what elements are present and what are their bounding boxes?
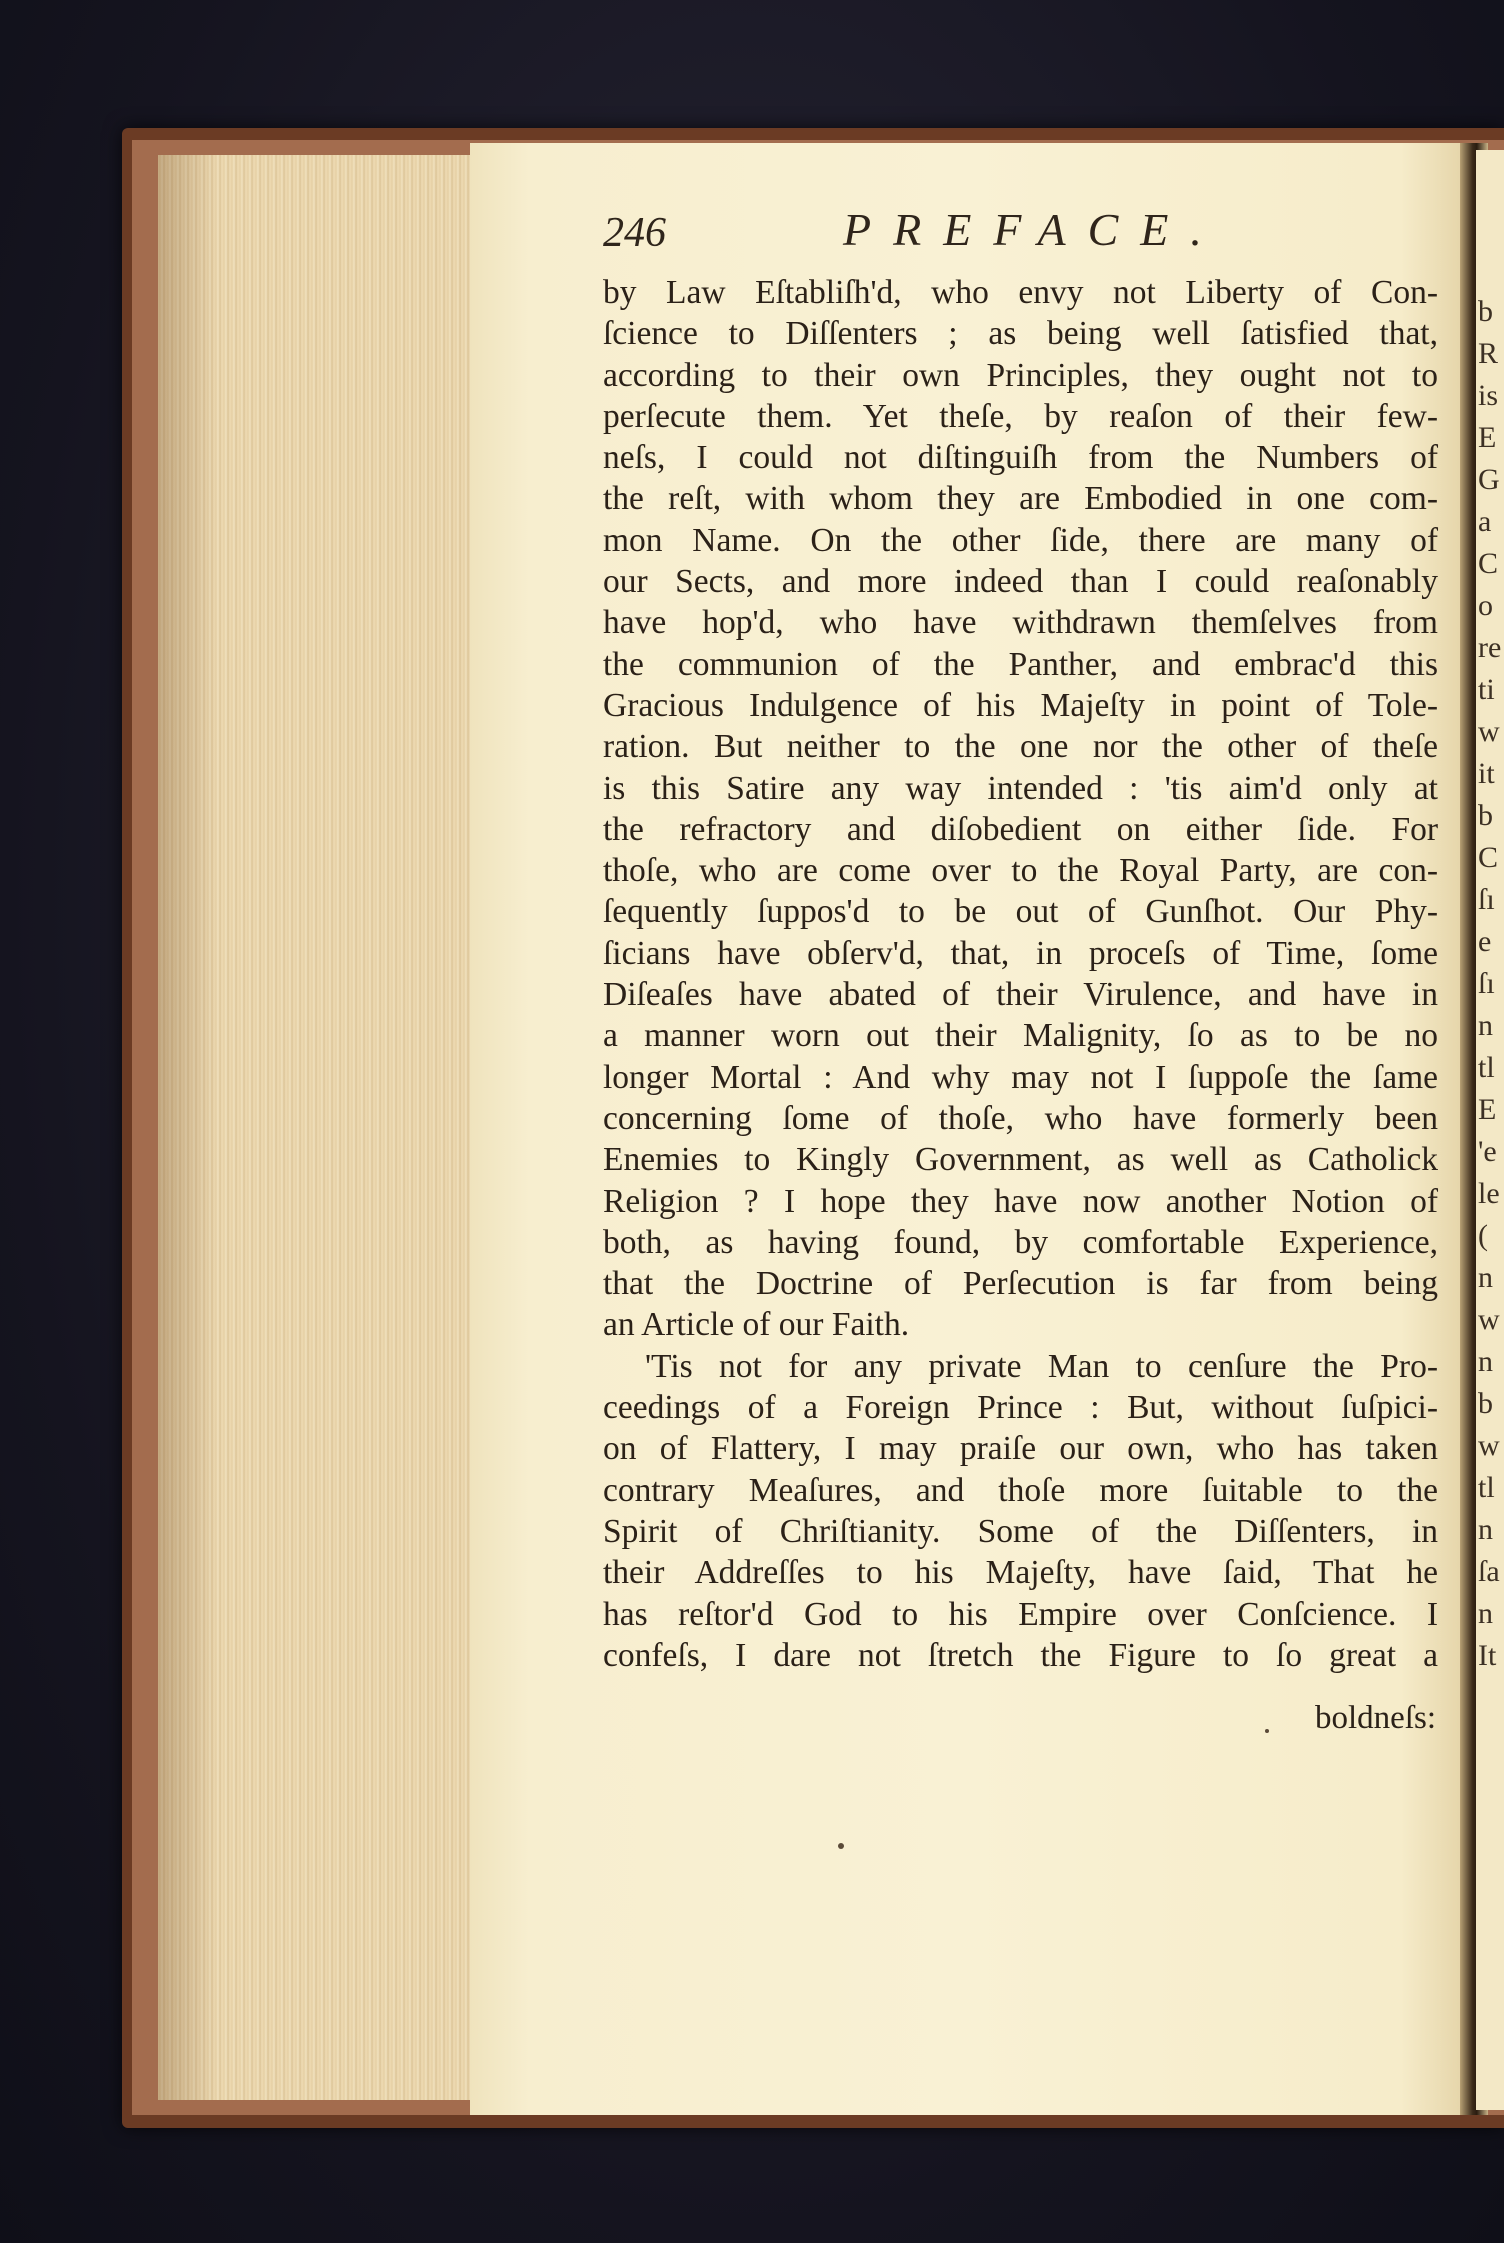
next-page-fragment: a xyxy=(1478,505,1492,538)
page-block-shadow xyxy=(158,155,218,2100)
text-line: 'Tis not for any private Man to cenſure the Pro- xyxy=(645,1347,1438,1385)
text-line: our Sects, and more indeed than I could reaſonably xyxy=(603,563,1438,601)
next-page-fragment: ſı xyxy=(1478,967,1495,1000)
text-line: the refractory and diſobedient on either ſide. For xyxy=(603,810,1438,848)
next-page-fragment: 'e xyxy=(1478,1135,1497,1168)
next-page-fragment: E xyxy=(1478,1093,1497,1126)
text-line: neſs, I could not diſtinguiſh from the Numbers of xyxy=(603,439,1438,477)
next-page-fragment: n xyxy=(1478,1261,1493,1294)
next-page-fragment: o xyxy=(1478,589,1493,622)
right-page-fragment xyxy=(1476,150,1504,2110)
next-page-fragment: w xyxy=(1478,715,1500,748)
text-line: ration. But neither to the one nor the other of theſe xyxy=(603,728,1438,766)
text-line: have hop'd, who have withdrawn themſelves from xyxy=(603,604,1438,642)
next-page-fragment: w xyxy=(1478,1429,1500,1462)
text-line: that the Doctrine of Perſecution is far from being xyxy=(603,1265,1438,1303)
text-line: by Law Eſtabliſh'd, who envy not Liberty of Con- xyxy=(603,274,1438,311)
text-line: concerning ſome of thoſe, who have formerly been xyxy=(603,1099,1438,1137)
next-page-fragment: G xyxy=(1478,463,1500,496)
next-page-fragment: n xyxy=(1478,1345,1493,1378)
next-page-fragment: re xyxy=(1478,631,1502,664)
text-line: according to their own Principles, they ought not to xyxy=(603,356,1438,394)
next-page-fragment: e xyxy=(1478,925,1492,958)
text-line: contrary Meaſures, and thoſe more ſuitable to the xyxy=(603,1471,1438,1509)
text-line: longer Mortal : And why may not I ſuppoſe the ſame xyxy=(603,1058,1438,1096)
page-number: 246 xyxy=(603,210,666,256)
catchword: boldneſs: xyxy=(1315,1700,1436,1736)
next-page-fragment: R xyxy=(1478,337,1499,370)
next-page-fragment: ( xyxy=(1478,1219,1488,1252)
text-line: Enemies to Kingly Government, as well as Catholick xyxy=(603,1141,1438,1179)
text-line: has reſtor'd God to his Empire over Conſcience. I xyxy=(603,1595,1438,1633)
next-page-fragment: le xyxy=(1478,1177,1500,1210)
text-line: their Addreſſes to his Majeſty, have ſaid, That he xyxy=(603,1554,1438,1592)
next-page-fragment: it xyxy=(1478,757,1495,790)
next-page-fragment: n xyxy=(1478,1597,1493,1630)
text-line: perſecute them. Yet theſe, by reaſon of their few- xyxy=(603,397,1438,435)
next-page-fragment: C xyxy=(1478,547,1499,580)
next-page-fragment: b xyxy=(1478,295,1493,328)
text-line: ceedings of a Foreign Prince : But, without ſuſpici- xyxy=(603,1389,1438,1427)
text-line: is this Satire any way intended : 'tis aim'd only at xyxy=(603,769,1438,807)
next-page-fragment: ſa xyxy=(1478,1555,1500,1588)
next-page-fragment: ſı xyxy=(1478,883,1495,916)
text-line: an Article of our Faith. xyxy=(603,1306,910,1344)
text-line: on of Flattery, I may praiſe our own, who has taken xyxy=(603,1430,1438,1468)
text-line: both, as having found, by comfortable Experience, xyxy=(603,1223,1438,1261)
text-line: a manner worn out their Malignity, ſo as to be no xyxy=(603,1017,1438,1055)
text-line: ſcience to Diſſenters ; as being well ſatisfied that, xyxy=(603,315,1438,353)
page-header xyxy=(603,203,1263,263)
text-line: Diſeaſes have abated of their Virulence, and have in xyxy=(603,976,1438,1014)
next-page-fragment: tl xyxy=(1478,1471,1495,1504)
next-page-fragment: n xyxy=(1478,1513,1493,1546)
next-page-fragment: n xyxy=(1478,1009,1493,1042)
text-line: mon Name. On the other ſide, there are many of xyxy=(603,521,1438,559)
text-line: ſicians have obſerv'd, that, in proceſs of Time, ſome xyxy=(603,934,1438,972)
text-line: the communion of the Panther, and embrac'd this xyxy=(603,645,1438,683)
next-page-fragment: is xyxy=(1478,379,1499,412)
next-page-fragment: w xyxy=(1478,1303,1500,1336)
running-head: PREFACE. xyxy=(843,204,1224,255)
text-line: Gracious Indulgence of his Majeſty in point of Tole- xyxy=(603,686,1438,724)
next-page-fragment: C xyxy=(1478,841,1499,874)
next-page-fragment: b xyxy=(1478,799,1493,832)
next-page-fragment: ti xyxy=(1478,673,1495,706)
next-page-fragment: b xyxy=(1478,1387,1493,1420)
text-line: thoſe, who are come over to the Royal Party, are con- xyxy=(603,852,1438,890)
next-page-fragment: It xyxy=(1478,1639,1497,1672)
body-text xyxy=(603,272,1438,1676)
ink-speck xyxy=(1265,1729,1269,1733)
text-line: confeſs, I dare not ſtretch the Figure to ſo great a xyxy=(603,1636,1438,1674)
next-page-fragment: E xyxy=(1478,421,1497,454)
text-line: Spirit of Chriſtianity. Some of the Diſſenters, in xyxy=(603,1512,1438,1550)
ink-speck xyxy=(838,1843,844,1849)
next-page-fragment: tl xyxy=(1478,1051,1495,1084)
text-line: Religion ? I hope they have now another Notion of xyxy=(603,1182,1438,1220)
text-line: the reſt, with whom they are Embodied in one com- xyxy=(603,480,1438,518)
text-line: ſequently ſuppos'd to be out of Gunſhot. Our Phy- xyxy=(603,893,1438,931)
